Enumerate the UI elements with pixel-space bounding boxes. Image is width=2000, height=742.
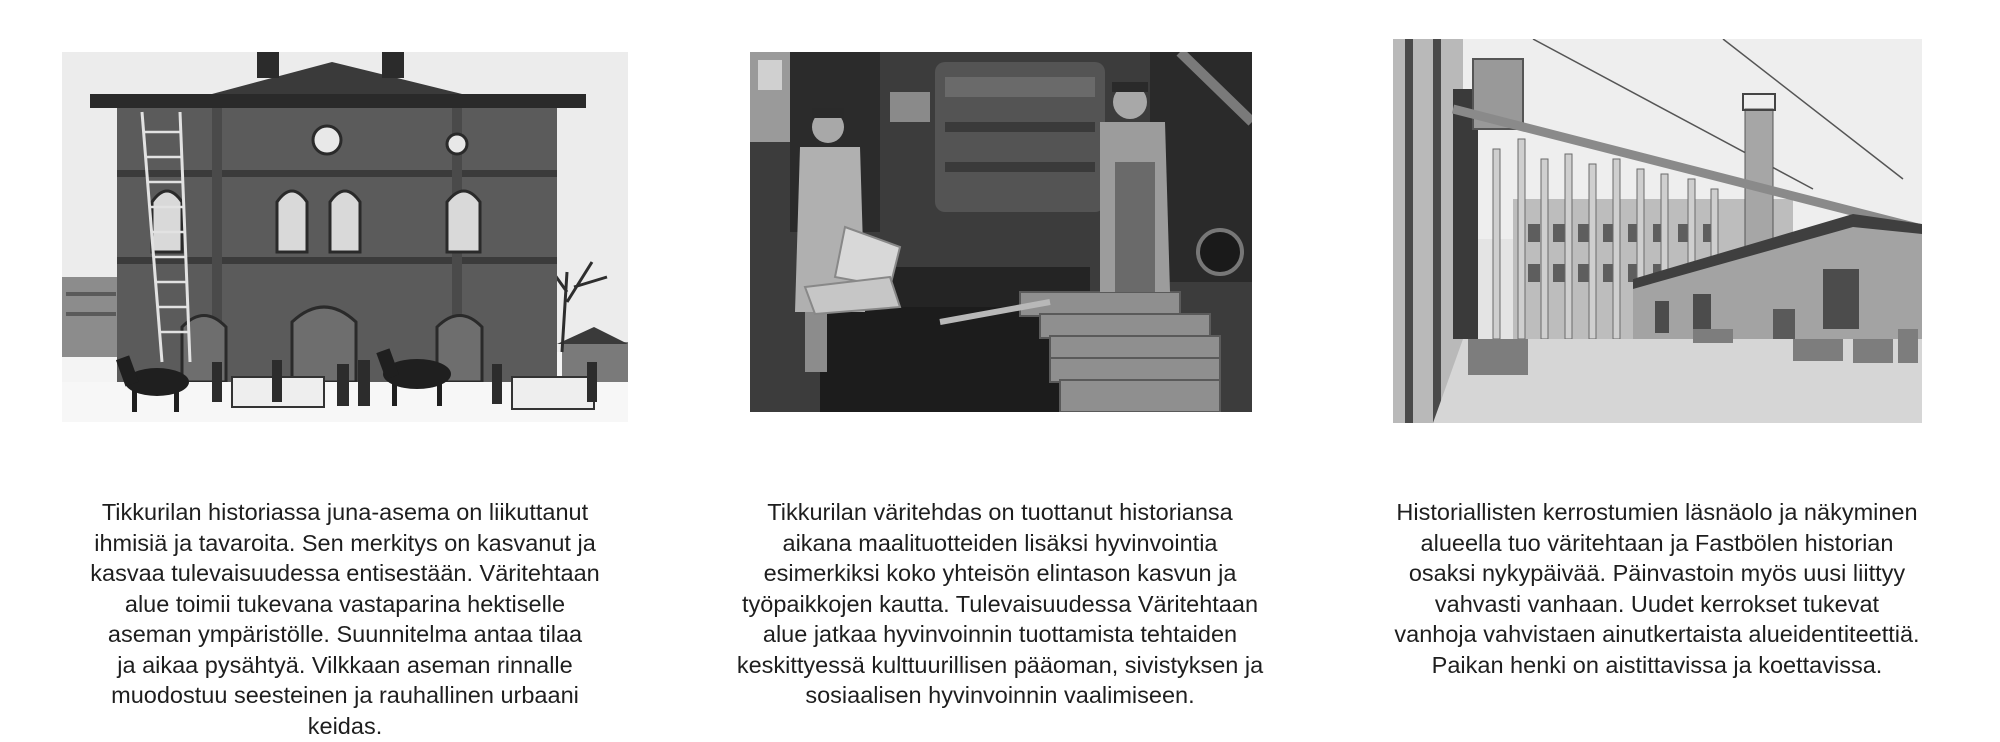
caption-line: keidas. xyxy=(307,712,383,739)
caption-line: aseman ympäristölle. Suunnitelma antaa tilaa xyxy=(107,621,583,647)
caption-line: ja aikaa pysähtyä. Vilkkaan aseman rinnalle xyxy=(117,651,573,678)
caption-line: alueella tuo väritehtaan ja Fastbölen historian xyxy=(1420,529,1894,556)
caption-line: Paikan henki on aistittavissa ja koettavissa. xyxy=(1431,651,1883,678)
caption-line: ihmisiä ja tavaroita. Sen merkitys on kasvanut ja xyxy=(94,529,596,556)
caption-line: Tikkurilan historiassa juna-asema on liikuttanut xyxy=(101,499,589,525)
factory-workers-photo xyxy=(750,52,1252,412)
caption-history-layers xyxy=(1362,497,1952,680)
caption-line: osaksi nykypäivää. Päinvastoin myös uusi liittyy xyxy=(1408,560,1906,586)
station-building-photo xyxy=(62,52,628,422)
caption-factory xyxy=(700,497,1300,711)
caption-line: Tikkurilan väritehdas on tuottanut historiansa xyxy=(767,499,1233,525)
caption-line: aikana maalituotteiden lisäksi hyvinvointia xyxy=(782,529,1218,556)
caption-line: muodostuu seesteinen ja rauhallinen urbaani xyxy=(111,682,579,708)
factory-yard-photo xyxy=(1393,39,1922,423)
caption-line: keskittyessä kulttuurillisen pääoman, sivistyksen ja xyxy=(736,651,1264,678)
caption-line: vanhoja vahvistaen ainutkertaista alueidentiteettiä. xyxy=(1394,621,1920,647)
caption-line: alue toimii tukevana vastaparina hektiselle xyxy=(124,590,566,617)
caption-line: Historiallisten kerrostumien läsnäolo ja näkyminen xyxy=(1396,499,1918,525)
caption-line: sosiaalisen hyvinvoinnin vaalimiseen. xyxy=(805,682,1195,708)
caption-line: esimerkiksi koko yhteisön elintason kasvun ja xyxy=(763,560,1237,586)
caption-line: alue jatkaa hyvinvoinnin tuottamista tehtaiden xyxy=(762,621,1238,647)
caption-line: vahvasti vanhaan. Uudet kerrokset tukevat xyxy=(1434,590,1880,617)
caption-line: työpaikkojen kautta. Tulevaisuudessa Väritehtaan xyxy=(741,590,1259,617)
caption-line: kasvaa tulevaisuudessa entisestään. Väritehtaan xyxy=(90,560,600,586)
caption-station xyxy=(50,497,640,741)
